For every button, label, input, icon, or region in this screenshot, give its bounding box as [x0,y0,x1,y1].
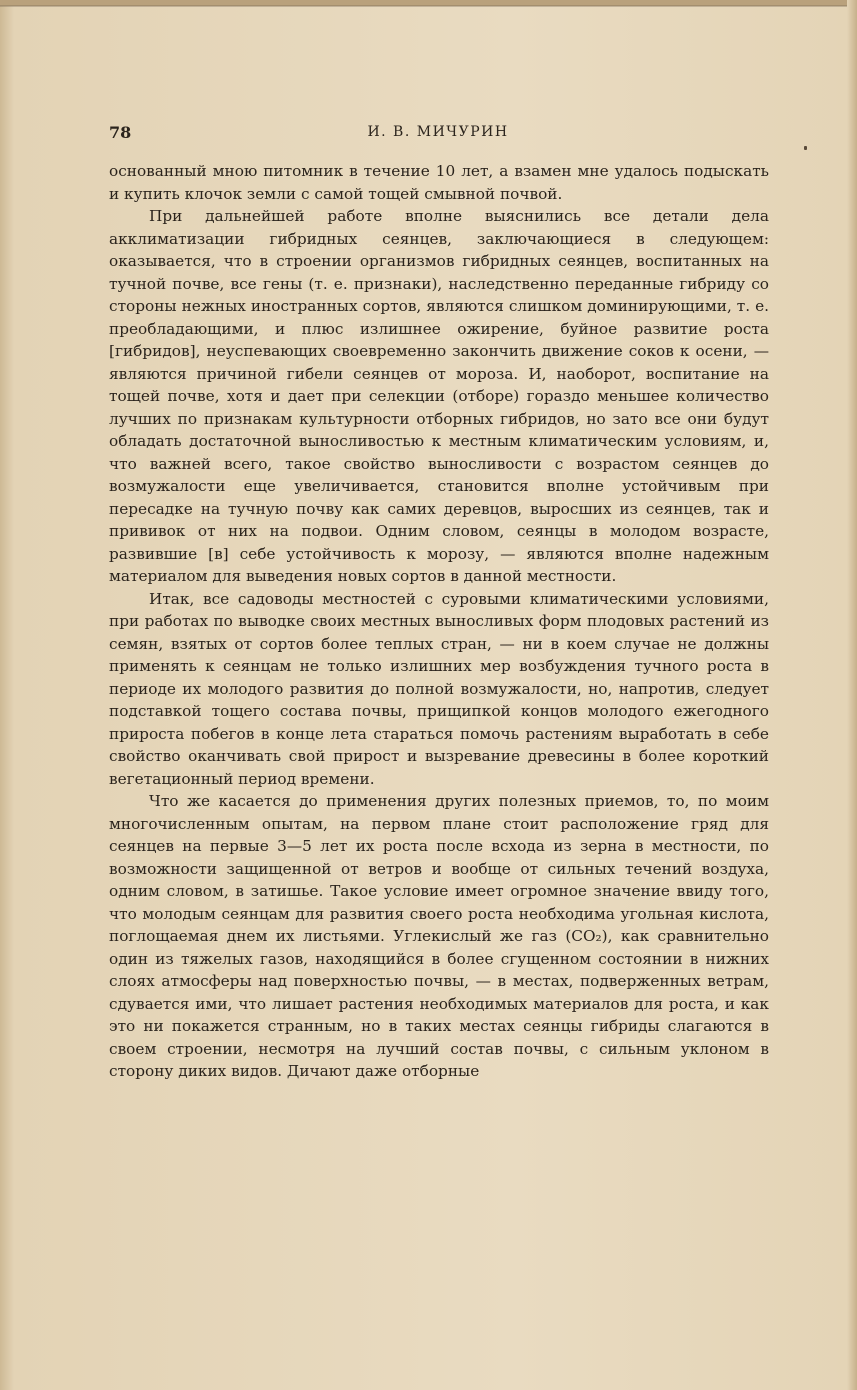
page-number: 78 [109,123,132,142]
page-right-edge [847,0,857,1390]
page-header [109,123,767,145]
body-text [109,160,769,1083]
paragraph: Итак, все садоводы местностей с суровыми климатическими условиями, при работах по выводке своих местных выносливых форм плодовых растений из семян, взятых от сортов более теплых стран, — ни в коем случае не должны применять к сеянцам не только излишних мер возбуждения тучного роста в периоде их молодого развития до полной возмужалости, но, напротив, следует подставкой тощего состава почвы, прищипкой концов молодого ежегодного прироста побегов в конце лета стараться помочь растениям выработать в себе свойство оканчивать свой прирост и вызревание древесины в более короткий вегетационный период времени. [109,589,769,788]
paragraph: Что же касается до применения других полезных приемов, то, по моим многочисленным опытам, на первом плане стоит расположение гряд для сеянцев на первые 3—5 лет их роста после всхода из зерна в местности, по возможности защищенной от ветров и вообще от сильных течений воздуха, одним словом, в затишье. Такое условие имеет огромное значение ввиду того, что молодым сеянцам для развития своего роста необходима угольная кислота, поглощаемая днем их листьями. Углекислый же газ (CO₂), как сравнительно один из тяжелых газов, находящийся в более сгущенном состоянии в нижних слоях атмосферы над поверхностью почвы, — в местах, подверженных ветрам, сдувается ими, что лишает растения необходимых материалов для роста, и как это ни покажется странным, но в таких местах сеянцы гибриды слагаются в своем строении, несмотря на лучший состав почвы, с сильным уклоном в сторону диких видов. Дичают даже отборные [109,792,769,1080]
page-top-shadow [0,5,857,7]
running-title: И. В. МИЧУРИН [367,124,509,140]
paragraph: основанный мною питомник в течение 10 лет, а взамен мне удалось подыскать и купить клочок земли с самой тощей смывной почвой. [109,162,769,203]
paragraph: При дальнейшей работе вполне выяснились все детали дела акклиматизации гибридных сеянцев, заключающиеся в следующем: оказывается, что в строении организмов гибридных сеянцев, воспитанных на тучной почве, все гены (т. е. признаки), наследственно переданные гибриду со стороны нежных иностранных сортов, являются слишком доминирующими, т. е. преобладающими, и плюс излишнее ожирение, буйное развитие роста [гибридов], неуспевающих своевременно закончить движение соков к осени, — являются причиной гибели сеянцев от мороза. И, наоборот, воспитание на тощей почве, хотя и дает при селекции (отборе) гораздо меньшее количество лучших по признакам культурности отборных гибридов, но зато все они будут обладать достаточной выносливостью к местным климатическим условиям, и, что важней всего, такое свойство выносливости с возрастом сеянцев до возмужалости еще увеличивается, становится вполне устойчивым при пересадке на тучную почву как самих деревцов, выросших из сеянцев, так и прививок от них на подвои. Одним словом, сеянцы в молодом возрасте, развившие [в] себе устойчивость к морозу, — являются вполне надежным материалом для выведения новых сортов в данной местности. [109,207,769,585]
paper-speck [804,146,807,150]
